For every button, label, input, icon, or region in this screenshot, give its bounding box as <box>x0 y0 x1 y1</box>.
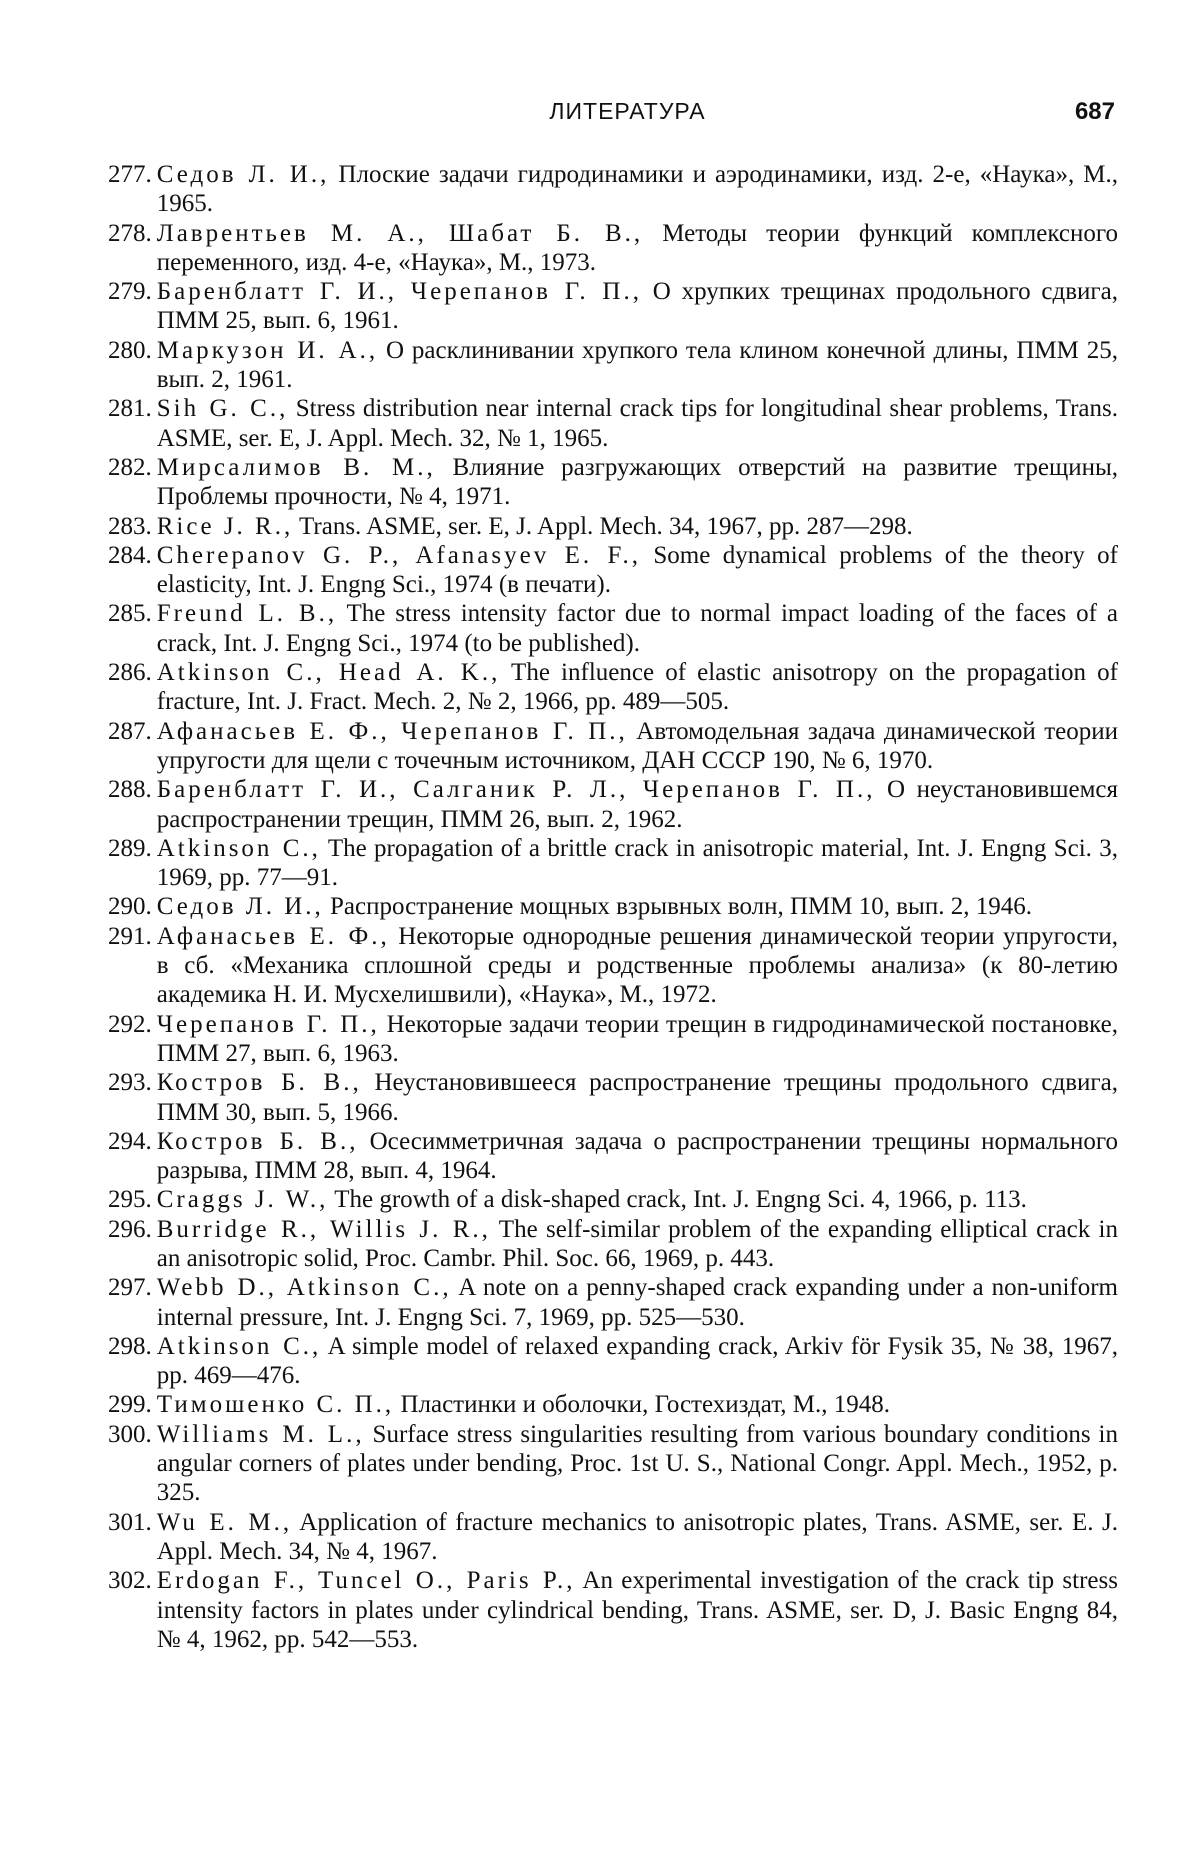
reference-item <box>108 1566 1118 1654</box>
reference-text <box>157 1332 1118 1391</box>
reference-text <box>157 1420 1118 1508</box>
reference-authors: Баренблатт Г. И., Салганик Р. Л., Черепанов Г. П., <box>156 776 876 804</box>
reference-authors: Atkinson C., Head A. K., <box>156 659 501 687</box>
reference-text <box>157 834 1118 893</box>
reference-item <box>108 922 1118 1010</box>
reference-authors: Афанасьев Е. Ф., Черепанов Г. П., <box>156 717 628 745</box>
reference-number: 283. <box>108 512 152 540</box>
reference-item <box>108 1068 1118 1127</box>
reference-title: Некоторые задачи теории трещин в гидродинамической постановке, ПММ 27, вып. 6, 1963. <box>156 1010 1118 1067</box>
reference-text <box>157 541 1118 600</box>
reference-item <box>108 1332 1118 1391</box>
reference-item <box>108 599 1118 658</box>
reference-text <box>157 1508 1118 1567</box>
reference-title: The propagation of a brittle crack in anisotropic material, Int. J. Engng Sci. 3, 1969, pp. 77—91. <box>156 834 1118 892</box>
reference-authors: Erdogan F., Tuncel O., Paris P., <box>156 1567 576 1595</box>
reference-title: Application of fracture mechanics to anisotropic plates, Trans. ASME, ser. E. J. Appl. Mech. 34, № 4, 1967. <box>156 1508 1118 1565</box>
reference-authors: Афанасьев Е. Ф., <box>156 922 390 950</box>
reference-item <box>108 834 1118 893</box>
reference-number: 293. <box>108 1069 152 1097</box>
reference-title: A note on a penny-shaped crack expanding under a non-uniform internal pressure, Int. J. Engng Sci. 7, 1969, pp. 525—530. <box>156 1274 1118 1331</box>
reference-title: Методы теории функций комплексного переменного, изд. 4-е, «Наука», М., 1973. <box>156 219 1118 276</box>
reference-text <box>157 160 1118 219</box>
reference-text <box>157 512 1118 541</box>
reference-text <box>157 453 1118 512</box>
reference-number: 277. <box>108 161 152 188</box>
reference-title: Некоторые однородные решения динамической теории упругости, в сб. «Механика сплошной среды и родственные проблемы анализа» (к 80-летию академика Н. И. Мусхелишвили), «Наука», М., 1972. <box>156 922 1118 1009</box>
reference-title: Trans. ASME, ser. E, J. Appl. Mech. 34, 1967, pp. 287—298. <box>293 512 913 540</box>
reference-text <box>157 1010 1118 1069</box>
reference-number: 299. <box>108 1391 152 1419</box>
reference-number: 290. <box>108 893 152 921</box>
reference-text <box>157 892 1118 921</box>
reference-number: 285. <box>108 600 152 628</box>
reference-item <box>108 658 1118 717</box>
reference-item <box>108 1215 1118 1274</box>
reference-list <box>108 160 1118 1654</box>
reference-title: The growth of a disk-shaped crack, Int. J. Engng Sci. 4, 1966, p. 113. <box>328 1186 1027 1214</box>
reference-title: An experimental investigation of the crack tip stress intensity factors in plates under cylindrical bending, Trans. ASME, ser. D, J. Basic Engng 84, № 4, 1962, pp. 542—553. <box>156 1567 1118 1653</box>
reference-item <box>108 775 1118 834</box>
reference-item <box>108 1010 1118 1069</box>
reference-item <box>108 277 1118 336</box>
reference-number: 288. <box>108 776 152 804</box>
reference-title: Плоские задачи гидродинамики и аэродинамики, изд. 2-е, «Наука», М., 1965. <box>156 161 1118 218</box>
reference-item <box>108 394 1118 453</box>
running-head <box>140 98 1115 128</box>
reference-authors: Atkinson C., <box>156 1332 322 1360</box>
reference-item <box>108 1390 1118 1419</box>
reference-number: 292. <box>108 1010 152 1038</box>
reference-text <box>157 1127 1118 1186</box>
reference-title: The self-similar problem of the expanding elliptical crack in an anisotropic solid, Proc. Cambr. Phil. Soc. 66, 1969, p. 443. <box>156 1215 1118 1272</box>
reference-text <box>157 658 1118 717</box>
reference-number: 295. <box>108 1186 152 1214</box>
reference-item <box>108 541 1118 600</box>
reference-number: 294. <box>108 1127 152 1155</box>
reference-number: 284. <box>108 541 152 569</box>
reference-number: 280. <box>108 336 152 364</box>
reference-authors: Черепанов Г. П., <box>156 1010 380 1038</box>
reference-authors: Лаврентьев М. А., Шабат Б. В., <box>156 219 644 247</box>
reference-title: О неустановившемся распространении трещин, ПММ 26, вып. 2, 1962. <box>156 776 1118 833</box>
reference-authors: Маркузон И. А., <box>156 336 379 364</box>
reference-title: О расклинивании хрупкого тела клином конечной длины, ПММ 25, вып. 2, 1961. <box>156 336 1118 394</box>
reference-title: The influence of elastic anisotropy on the propagation of fracture, Int. J. Fract. Mech. 2, № 2, 1966, pp. 489—505. <box>156 659 1119 716</box>
reference-authors: Костров Б. В., <box>156 1069 362 1097</box>
reference-text <box>157 922 1118 1010</box>
page-number: 687 <box>1074 98 1115 125</box>
reference-item <box>108 717 1118 776</box>
reference-authors: Burridge R., Willis J. R., <box>156 1215 491 1243</box>
reference-authors: Craggs J. W., <box>156 1186 329 1214</box>
reference-number: 289. <box>108 834 152 862</box>
reference-authors: Freund L. B., <box>156 600 338 628</box>
reference-authors: Wu E. M., <box>156 1508 293 1536</box>
reference-number: 278. <box>108 219 152 247</box>
reference-authors: Костров Б. В., <box>156 1127 359 1155</box>
reference-authors: Atkinson C., <box>156 834 321 862</box>
reference-item <box>108 512 1118 541</box>
reference-item <box>108 892 1118 921</box>
reference-number: 281. <box>108 395 152 423</box>
reference-item <box>108 160 1118 219</box>
reference-title: Автомодельная задача динамической теории упругости для щели с точечным источником, ДАН СССР 190, № 6, 1970. <box>156 717 1119 774</box>
reference-authors: Webb D., Atkinson C., <box>156 1274 452 1302</box>
reference-title: Распространение мощных взрывных волн, ПММ 10, вып. 2, 1946. <box>323 893 1032 921</box>
reference-title: Stress distribution near internal crack tips for longitudinal shear problems, Trans. ASME, ser. E, J. Appl. Mech. 32, № 1, 1965. <box>156 395 1118 452</box>
running-title: ЛИТЕРАТУРА <box>549 98 706 124</box>
reference-title: Surface stress singularities resulting from various boundary conditions in angular corners of plates under bending, Proc. 1st U. S., National Congr. Appl. Mech., 1952, p. 325. <box>156 1420 1119 1507</box>
reference-item <box>108 219 1118 278</box>
reference-number: 291. <box>108 922 152 950</box>
reference-number: 298. <box>108 1332 152 1360</box>
reference-text <box>157 336 1118 395</box>
reference-text <box>157 1390 1118 1419</box>
reference-number: 296. <box>108 1215 152 1243</box>
reference-text <box>157 1068 1118 1127</box>
reference-authors: Rice J. R., <box>156 512 294 540</box>
reference-authors: Тимошенко С. П., <box>156 1391 395 1419</box>
reference-number: 302. <box>108 1567 152 1595</box>
reference-text <box>157 775 1118 834</box>
reference-text <box>157 1566 1118 1654</box>
reference-title: О хрупких трещинах продольного сдвига, ПММ 25, вып. 6, 1961. <box>156 278 1118 335</box>
reference-title: Влияние разгружающих отверстий на развитие трещины, Проблемы прочности, № 4, 1971. <box>156 453 1118 511</box>
reference-authors: Седов Л. И., <box>156 161 330 188</box>
reference-item <box>108 1420 1118 1508</box>
reference-item <box>108 1508 1118 1567</box>
reference-title: The stress intensity factor due to normal impact loading of the faces of a crack, Int. J. Engng Sci., 1974 (to be published). <box>156 600 1118 657</box>
reference-number: 286. <box>108 659 152 687</box>
reference-item <box>108 1185 1118 1214</box>
reference-number: 279. <box>108 278 152 306</box>
reference-item <box>108 336 1118 395</box>
reference-text <box>157 1273 1118 1332</box>
reference-number: 300. <box>108 1420 152 1448</box>
reference-text <box>157 717 1118 776</box>
reference-text <box>157 394 1118 453</box>
reference-authors: Williams M. L., <box>156 1420 365 1448</box>
reference-text <box>157 1185 1118 1214</box>
reference-number: 297. <box>108 1274 152 1302</box>
reference-text <box>157 219 1118 278</box>
reference-text <box>157 1215 1118 1274</box>
reference-authors: Баренблатт Г. И., Черепанов Г. П., <box>156 278 642 306</box>
reference-title: Осесимметричная задача о распространении трещины нормального разрыва, ПММ 28, вып. 4, 1964. <box>156 1127 1118 1185</box>
reference-title: Some dynamical problems of the theory of elasticity, Int. J. Engng Sci., 1974 (в печати). <box>156 541 1118 599</box>
reference-authors: Седов Л. И., <box>156 893 324 921</box>
reference-number: 282. <box>108 453 152 481</box>
reference-text <box>157 599 1118 658</box>
reference-title: A simple model of relaxed expanding crack, Arkiv för Fysik 35, № 38, 1967, pp. 469—476. <box>156 1332 1118 1390</box>
reference-item <box>108 453 1118 512</box>
reference-text <box>157 277 1118 336</box>
reference-title: Пластинки и оболочки, Гостехиздат, М., 1948. <box>394 1391 890 1419</box>
reference-authors: Мирсалимов В. М., <box>156 453 436 481</box>
reference-authors: Sih G. C., <box>156 395 289 423</box>
reference-item <box>108 1273 1118 1332</box>
reference-number: 287. <box>108 717 152 745</box>
reference-authors: Cherepanov G. P., Afanasyev E. F., <box>156 541 641 569</box>
reference-number: 301. <box>108 1508 152 1536</box>
reference-title: Неустановившееся распространение трещины продольного сдвига, ПММ 30, вып. 5, 1966. <box>156 1069 1118 1126</box>
reference-item <box>108 1127 1118 1186</box>
